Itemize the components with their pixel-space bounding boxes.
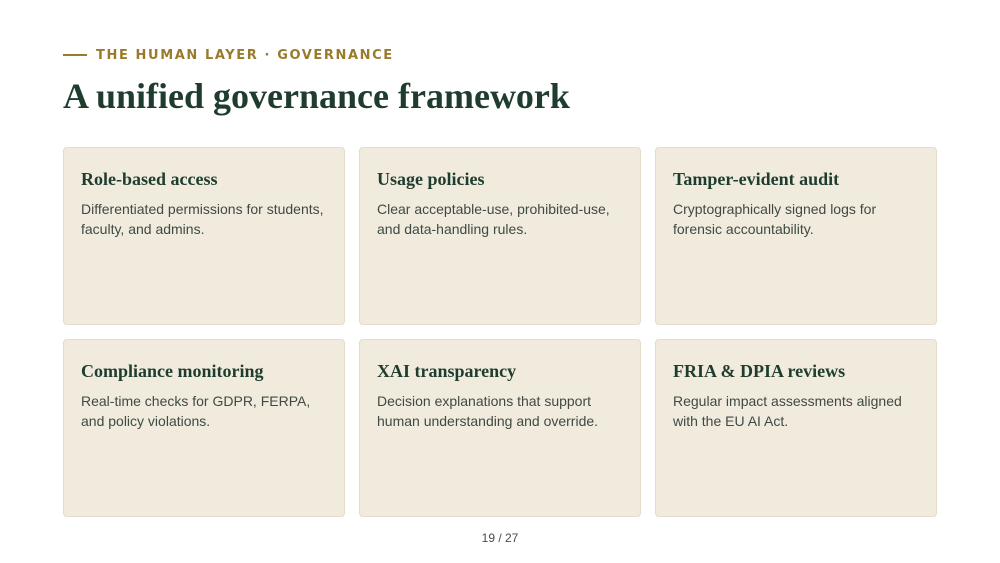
card-title: Usage policies — [377, 169, 485, 189]
card-description: Regular impact assessments aligned with the EU AI Act. — [673, 393, 902, 429]
feature-card-role-based-access — [63, 147, 345, 325]
page-indicator: 19 / 27 — [481, 531, 519, 545]
card-title: XAI transparency — [377, 361, 517, 381]
slide-title: A unified governance framework — [63, 76, 570, 116]
section-eyebrow — [63, 46, 394, 64]
card-description: Clear acceptable-use, prohibited-use, and data-handling rules. — [377, 201, 610, 237]
eyebrow-label: THE HUMAN LAYER · GOVERNANCE — [96, 47, 394, 63]
card-description: Cryptographically signed logs for forensic accountability. — [673, 201, 877, 237]
feature-grid — [63, 147, 937, 517]
feature-card-fria-dpia-reviews — [655, 339, 937, 517]
feature-card-usage-policies — [359, 147, 641, 325]
card-description: Real-time checks for GDPR, FERPA, and policy violations. — [81, 393, 311, 429]
card-description: Differentiated permissions for students, faculty, and admins. — [81, 201, 324, 237]
card-title: Compliance monitoring — [81, 361, 264, 381]
eyebrow-rule — [63, 54, 87, 56]
card-title: FRIA & DPIA reviews — [673, 361, 846, 381]
card-title: Role-based access — [81, 169, 218, 189]
feature-card-xai-transparency — [359, 339, 641, 517]
card-description: Decision explanations that support human understanding and override. — [377, 393, 599, 429]
feature-card-compliance-monitoring — [63, 339, 345, 517]
card-title: Tamper-evident audit — [673, 169, 840, 189]
feature-card-tamper-evident-audit — [655, 147, 937, 325]
